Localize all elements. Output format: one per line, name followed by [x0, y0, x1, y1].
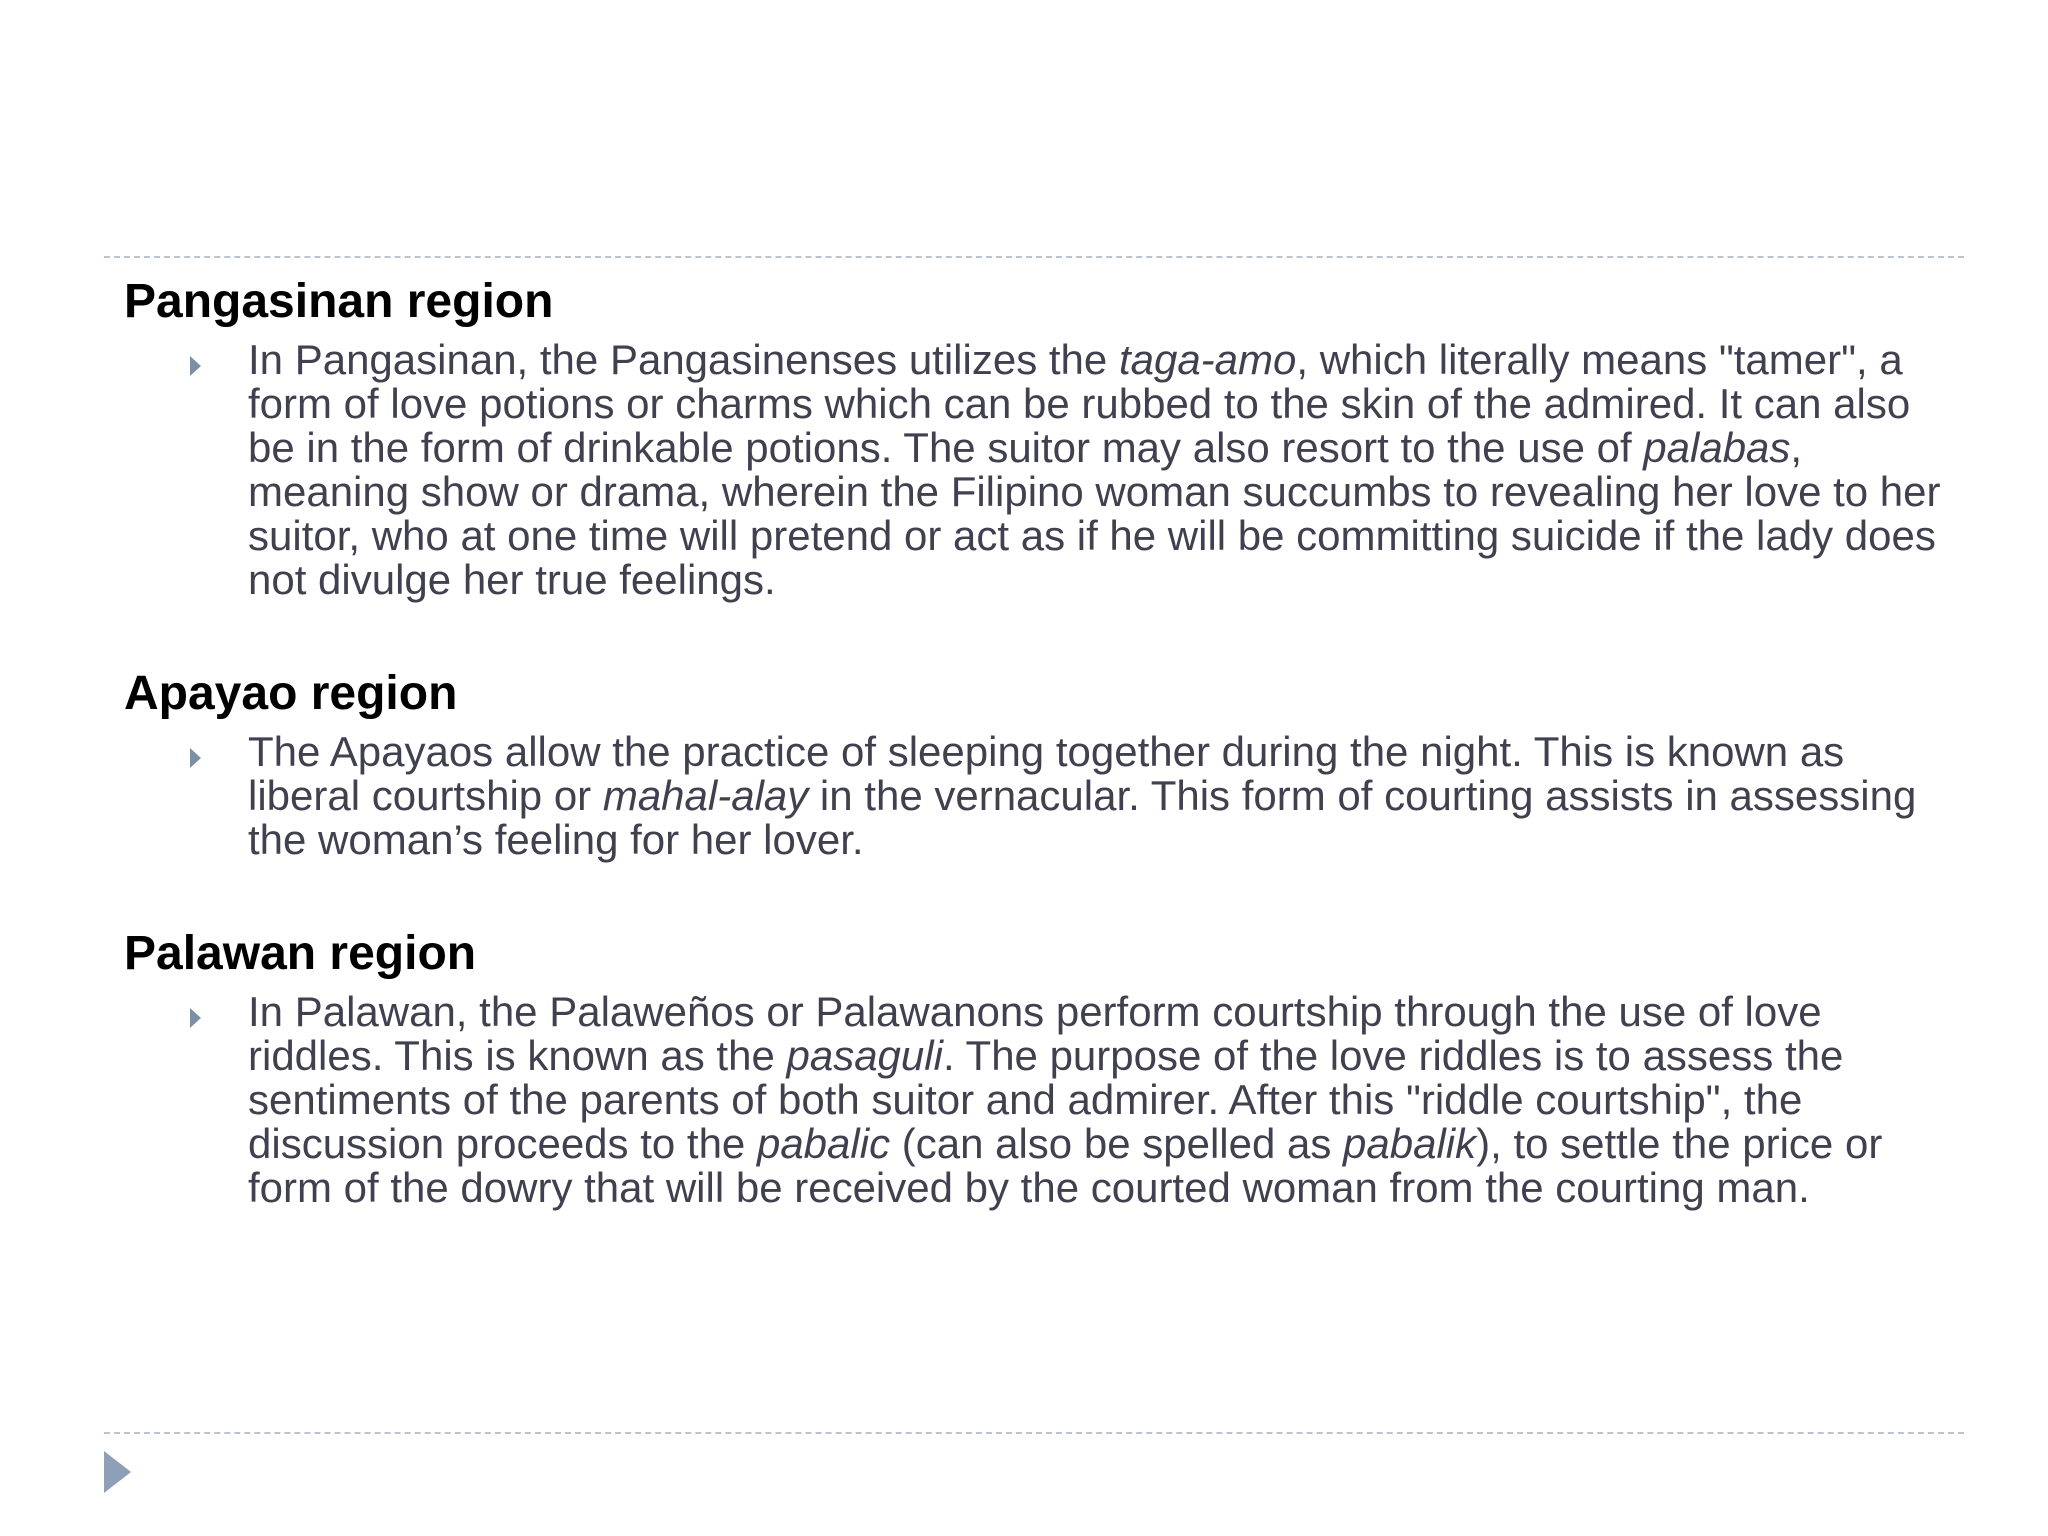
section-palawan	[124, 924, 1944, 1210]
top-divider	[104, 256, 1964, 258]
bullet-text: In Pangasinan, the Pangasinenses utilizes the taga-amo, which literally means "tamer", a form of love potions or charms which can be rubbed to the skin of the admired. It can also be in the form of drinkable potions. The suitor may also resort to the use of palabas, meaning show or drama, wherein the Filipino woman succumbs to revealing her love to her suitor, who at one time will pretend or act as if he will be committing suicide if the lady does not divulge her true feelings.	[248, 336, 1941, 603]
slide-content	[124, 272, 1944, 1210]
bottom-divider	[104, 1432, 1964, 1434]
bullet-item	[124, 730, 1944, 862]
bullet-text: The Apayaos allow the practice of sleeping together during the night. This is known as liberal courtship or mahal-alay in the vernacular. This form of courting assists in assessing the woman’s feeling for her lover.	[248, 728, 1917, 863]
term-pasaguli: pasaguli	[786, 1032, 943, 1079]
play-arrow-icon	[104, 1451, 131, 1493]
section-heading: Apayao region	[124, 667, 458, 720]
term-taga-amo: taga-amo	[1118, 336, 1297, 383]
triangle-bullet-icon	[190, 1008, 201, 1028]
bullet-item	[124, 990, 1944, 1210]
bullet-item	[124, 338, 1944, 602]
triangle-bullet-icon	[190, 356, 201, 376]
triangle-bullet-icon	[190, 748, 201, 768]
bullet-text: In Palawan, the Palaweños or Palawanons perform courtship through the use of love riddles. This is known as the pasaguli. The purpose of the love riddles is to assess the sentiments of the parents of both suitor and admirer. After this "riddle courtship", the discussion proceeds to the pabalic (can also be spelled as pabalik), to settle the price or form of the dowry that will be received by the courted woman from the courting man.	[248, 988, 1883, 1211]
section-apayao	[124, 664, 1944, 862]
section-pangasinan	[124, 272, 1944, 602]
term-palabas: palabas	[1643, 424, 1791, 471]
section-heading: Palawan region	[124, 927, 477, 980]
section-heading: Pangasinan region	[124, 275, 554, 328]
term-mahal-alay: mahal-alay	[602, 772, 809, 819]
term-pabalic: pabalic	[756, 1120, 891, 1167]
term-pabalik: pabalik	[1343, 1120, 1477, 1167]
